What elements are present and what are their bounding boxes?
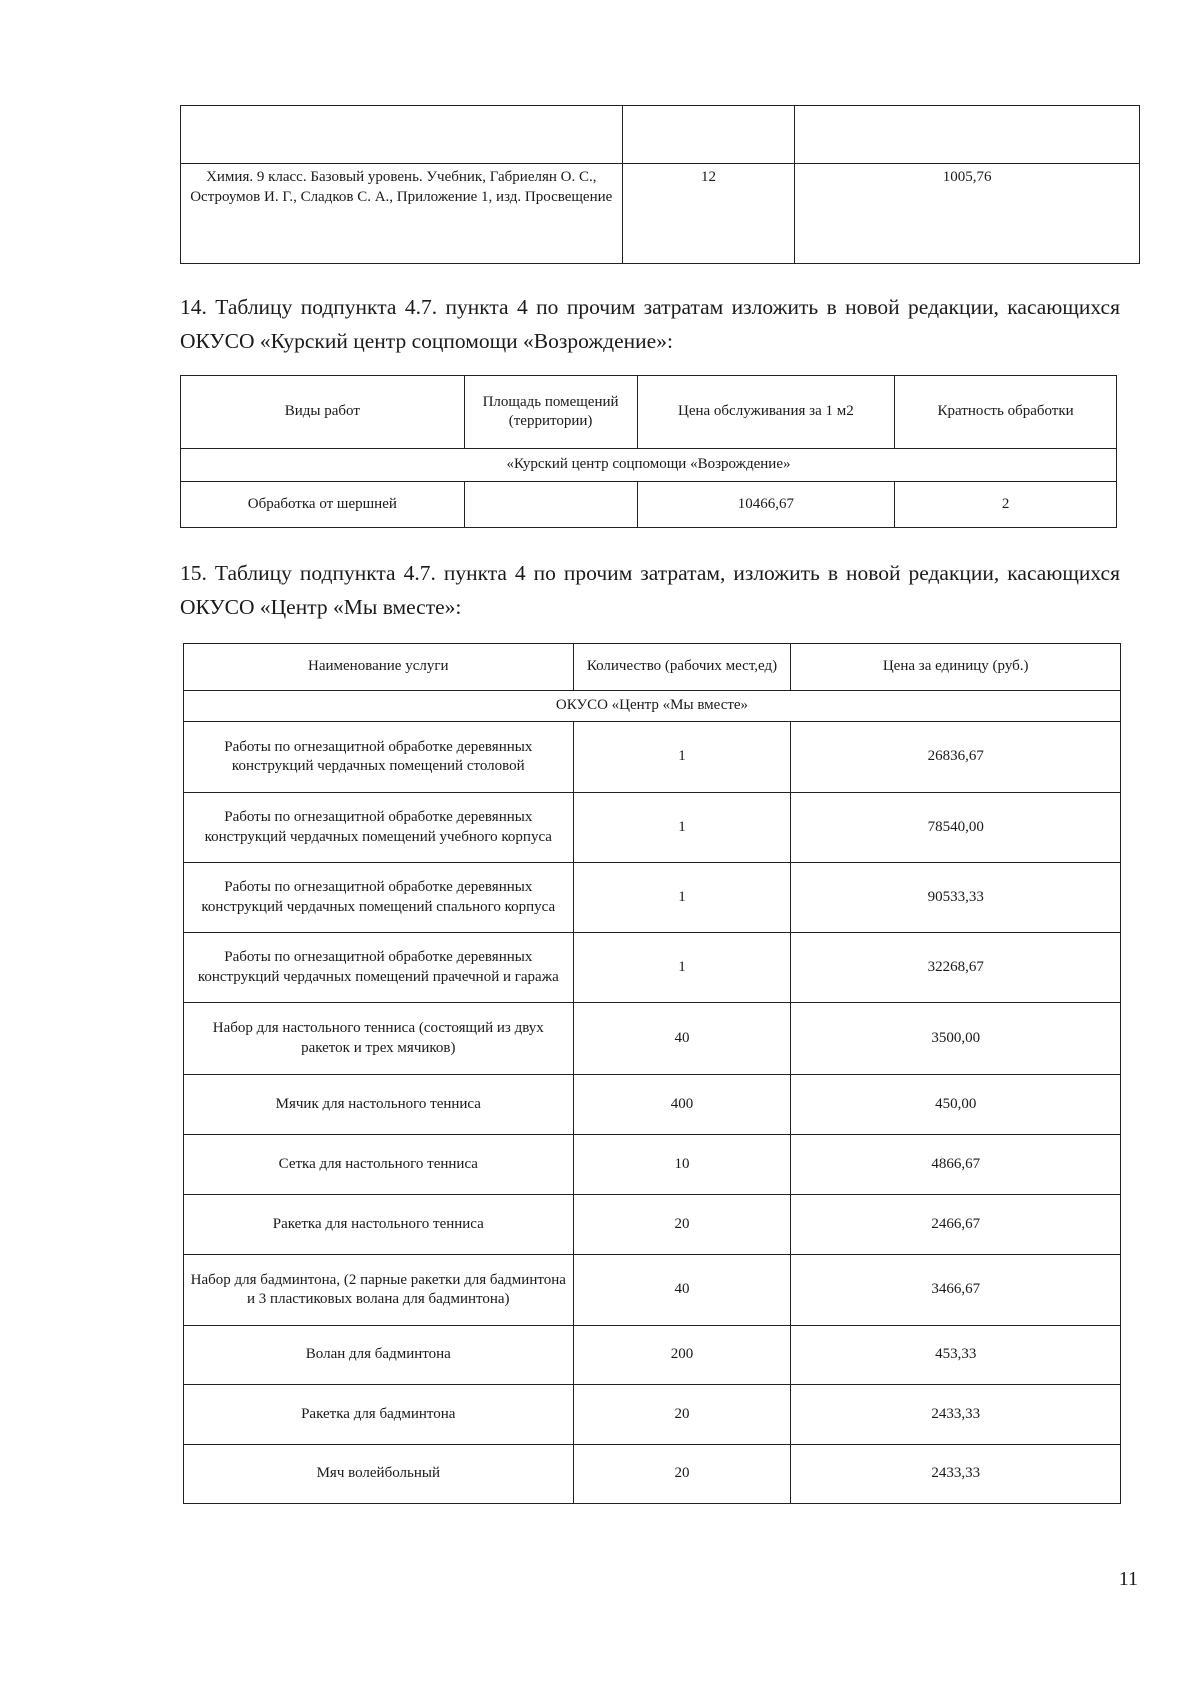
table-cell: Мячик для настольного тенниса xyxy=(184,1075,574,1135)
table-row xyxy=(181,106,1140,164)
table-cell: 10 xyxy=(573,1135,791,1195)
header-cell: Виды работ xyxy=(181,376,465,449)
table-cell: 2433,33 xyxy=(791,1445,1121,1504)
header-cell: Наименование услуги xyxy=(184,644,574,691)
table-row xyxy=(184,1195,1121,1255)
table-cell: 10466,67 xyxy=(637,482,895,528)
table-cell: 450,00 xyxy=(791,1075,1121,1135)
section-row xyxy=(181,449,1117,482)
table-cell: Обработка от шершней xyxy=(181,482,465,528)
header-cell: Количество (рабочих мест,ед) xyxy=(573,644,791,691)
paragraph-15: 15. Таблицу подпункта 4.7. пункта 4 по прочим затратам, изложить в новой редакции, касающихся ОКУСО «Центр «Мы вместе»: xyxy=(180,561,1120,619)
table-cell: Работы по огнезащитной обработке деревянных конструкций чердачных помещений спального корпуса xyxy=(184,863,574,933)
table-cell: 400 xyxy=(573,1075,791,1135)
section-title: ОКУСО «Центр «Мы вместе» xyxy=(184,691,1121,722)
table-row xyxy=(181,482,1117,528)
table-cell: 1 xyxy=(573,793,791,863)
table-cell: 200 xyxy=(573,1326,791,1385)
table-row xyxy=(184,1255,1121,1326)
table-row xyxy=(184,1003,1121,1075)
table-cell: Работы по огнезащитной обработке деревянных конструкций чердачных помещений прачечной и гаража xyxy=(184,933,574,1003)
header-cell: Цена за единицу (руб.) xyxy=(791,644,1121,691)
table-cell: Химия. 9 класс. Базовый уровень. Учебник, Габриелян О. С., Остроумов И. Г., Сладков С. А., Приложение 1, изд. Просвещение xyxy=(181,164,623,264)
table-cell: Набор для настольного тенниса (состоящий из двух ракеток и трех мячиков) xyxy=(184,1003,574,1075)
table-cell: 1 xyxy=(573,863,791,933)
paragraph-14: 14. Таблицу подпункта 4.7. пункта 4 по прочим затратам изложить в новой редакции, касающихся ОКУСО «Курский центр соцпомощи «Возрождение»: xyxy=(180,295,1120,353)
table-cell xyxy=(622,106,795,164)
table-cell: Ракетка для настольного тенниса xyxy=(184,1195,574,1255)
table-row xyxy=(184,1385,1121,1445)
table-cell: 3500,00 xyxy=(791,1003,1121,1075)
table-row xyxy=(184,1326,1121,1385)
table-row xyxy=(184,933,1121,1003)
table-cell xyxy=(464,482,637,528)
table-cell: 1005,76 xyxy=(795,164,1140,264)
table-row xyxy=(184,1445,1121,1504)
table-cell: 20 xyxy=(573,1195,791,1255)
table-cell xyxy=(795,106,1140,164)
wasp-treatment-table xyxy=(180,375,1117,528)
header-cell: Цена обслуживания за 1 м2 xyxy=(637,376,895,449)
table-cell: 90533,33 xyxy=(791,863,1121,933)
table-cell: 40 xyxy=(573,1003,791,1075)
table-cell: 4866,67 xyxy=(791,1135,1121,1195)
table-row xyxy=(184,863,1121,933)
table-cell: 12 xyxy=(622,164,795,264)
table-cell: 40 xyxy=(573,1255,791,1326)
table-cell: Работы по огнезащитной обработке деревянных конструкций чердачных помещений учебного корпуса xyxy=(184,793,574,863)
table-row xyxy=(184,1075,1121,1135)
table-row xyxy=(184,722,1121,793)
table-row xyxy=(184,1135,1121,1195)
table-cell: 20 xyxy=(573,1385,791,1445)
table-cell: 2466,67 xyxy=(791,1195,1121,1255)
table-header-row xyxy=(184,644,1121,691)
table-header-row xyxy=(181,376,1117,449)
table-cell: 32268,67 xyxy=(791,933,1121,1003)
table-cell: 453,33 xyxy=(791,1326,1121,1385)
table-cell: Ракетка для бадминтона xyxy=(184,1385,574,1445)
table-cell: 2433,33 xyxy=(791,1385,1121,1445)
table-cell: Сетка для настольного тенниса xyxy=(184,1135,574,1195)
services-table xyxy=(183,643,1121,1504)
page-number: 11 xyxy=(1118,1568,1138,1590)
table-cell: 78540,00 xyxy=(791,793,1121,863)
section-row xyxy=(184,691,1121,722)
table-cell: Набор для бадминтона, (2 парные ракетки для бадминтона и 3 пластиковых волана для бадминтона) xyxy=(184,1255,574,1326)
header-cell: Кратность обработки xyxy=(895,376,1117,449)
table-row xyxy=(181,164,1140,264)
table-cell: 26836,67 xyxy=(791,722,1121,793)
table-cell: 3466,67 xyxy=(791,1255,1121,1326)
table-cell: 2 xyxy=(895,482,1117,528)
table-row xyxy=(184,793,1121,863)
table-cell: Мяч волейбольный xyxy=(184,1445,574,1504)
header-cell: Площадь помещений (территории) xyxy=(464,376,637,449)
table-cell xyxy=(181,106,623,164)
section-title: «Курский центр соцпомощи «Возрождение» xyxy=(181,449,1117,482)
table-cell: 1 xyxy=(573,722,791,793)
textbooks-table xyxy=(180,105,1140,264)
table-cell: 1 xyxy=(573,933,791,1003)
table-cell: Волан для бадминтона xyxy=(184,1326,574,1385)
table-cell: 20 xyxy=(573,1445,791,1504)
table-cell: Работы по огнезащитной обработке деревянных конструкций чердачных помещений столовой xyxy=(184,722,574,793)
